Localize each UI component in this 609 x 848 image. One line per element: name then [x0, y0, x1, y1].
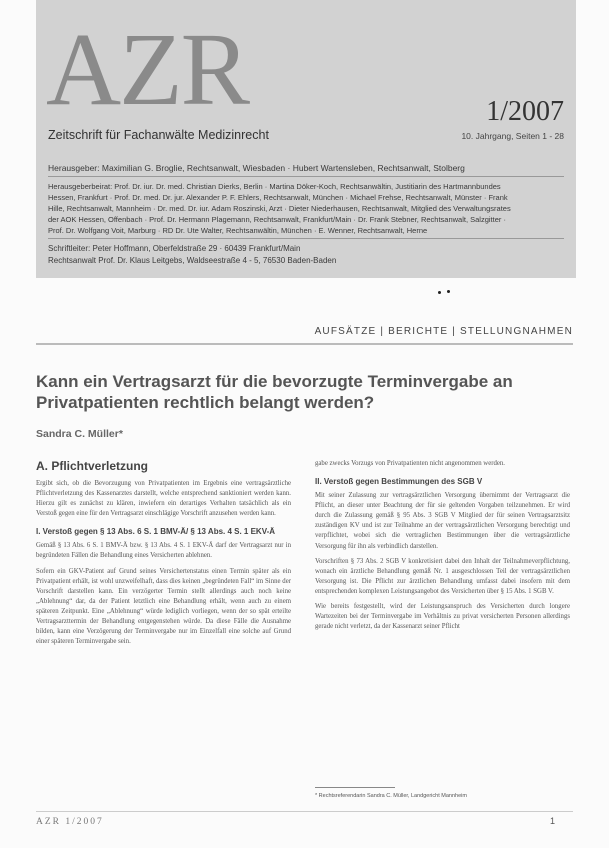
header-divider [48, 238, 564, 239]
editors-line: Herausgeber: Maximilian G. Broglie, Rechtsanwalt, Wiesbaden · Hubert Wartensleben, Rechtsanwalt, Stolberg [48, 163, 465, 173]
editor-line: Schriftleiter: Peter Hoffmann, Oberfeldstraße 29 · 60439 Frankfurt/Main [48, 244, 301, 253]
footer-journal: AZR 1/2007 [36, 817, 104, 827]
article-author: Sandra C. Müller* [36, 428, 123, 440]
board-line: der AOK Hessen, Offenbach · Prof. Dr. Hermann Plagemann, Rechtsanwalt, Frankfurt/Main · Dr. Frank Stebner, Rechtsanwalt, Salzgitter · [48, 215, 506, 224]
right-column [315, 459, 570, 637]
paragraph: Sofern ein GKV-Patient auf Grund seines Versichertenstatus einen Termin später als ein Privatpatient erhält, ist wohl unzweifelhaft, dass dies keinen „begründeten Fall“ im Sinne der Vorschrift darstellen kann. Ein verzögerter Termin stellt allerdings auch noch keine „Ablehnung“ dar, da der Patient letztlich eine Behandlung erhält, wenn auch zu einem späteren Zeitpunkt. Eine „Ablehnung“ würde lediglich vorliegen, wenn der so spät erteilte Vertragsarzttermin der Behandlung entgegenstehen würde. Da diese Fälle die Ausnahme bilden, kann eine Verzögerung der Terminvergabe nur im Einzelfall eine solche auf Grund einer späteren Terminvergabe sein. [36, 567, 291, 646]
issue-number: 1/2007 [486, 96, 564, 127]
subsection-heading: II. Verstoß gegen Bestimmungen des SGB V [315, 477, 483, 487]
journal-header [36, 0, 576, 278]
section-labels: AUFSÄTZE | BERICHTE | STELLUNGNAHMEN [314, 326, 573, 337]
subsection-heading: I. Verstoß gegen § 13 Abs. 6 S. 1 BMV-Ä/ § 13 Abs. 4 S. 1 EKV-Ä [36, 527, 276, 537]
paragraph: Vorschriften § 73 Abs. 2 SGB V konkretisiert dabei den Inhalt der Teilnahmeverpflichtung, wonach ein ärztliche Behandlung gemäß Nr. 1 ausgeschlossen Teil der vertragsärztlichen Versorgung ist. Die Pflicht zur ärztlichen Behandlung umfasst dabei insofern mit dem entsprechenden komplexen Leistungsangebot des Versicherten über § 15 Abs. 1 SGB V. [315, 557, 570, 595]
board-line: Prof. Dr. Wolfgang Voit, Marburg · RD Dr. Ute Walter, Rechtsanwältin, München · E. Wenner, Rechtsanwalt, Herne [48, 226, 428, 235]
board-line: Herausgeberbeirat: Prof. Dr. iur. Dr. med. Christian Dierks, Berlin · Martina Döker-Koch, Rechtsanwältin, Justitiarin des Hartmannbundes [48, 182, 501, 191]
section-heading: A. Pflichtverletzung [36, 459, 149, 473]
section-divider [36, 343, 573, 345]
paragraph: Gemäß § 13 Abs. 6 S. 1 BMV-Ä bzw. § 13 Abs. 4 S. 1 EKV-Ä darf der Vertragsarzt nur in begründeten Fällen die Behandlung eines Versicherten ablehnen. [36, 542, 291, 560]
volume-info: 10. Jahrgang, Seiten 1 - 28 [461, 131, 564, 141]
scan-speck [447, 290, 450, 293]
footnote: * Rechtsreferendarin Sandra C. Müller, Landgericht Mannheim [315, 793, 467, 799]
board-line: Hille, Rechtsanwalt, Mannheim · Dr. med. Dr. iur. Adam Roszinski, Arzt · Dieter Niederhausen, Rechtsanwalt, Mitglied des Verwaltungsrates [48, 204, 511, 213]
paragraph: Wie bereits festgestellt, wird der Leistungsanspruch des Versicherten durch longere Wartezeiten bei der Terminvergabe im Verhältnis zu privat versicherten Personen allerdings gerade nicht verletzt, da der Kassenarzt seiner Pflicht [315, 603, 570, 631]
scan-speck [438, 291, 441, 294]
board-line: Hessen, Frankfurt · Prof. Dr. med. Dr. jur. Alexander P. F. Ehlers, Rechtsanwalt, München · Michael Frehse, Rechtsanwalt, Münster · Frank [48, 193, 508, 202]
article-title: Kann ein Vertragsarzt für die bevorzugte Terminvergabe an Privatpatienten rechtlich belangt werden? [36, 372, 513, 412]
paragraph: gabe zwecks Vorzugs von Privatpatienten nicht angenommen werden. [315, 460, 506, 467]
footer-divider [36, 811, 573, 812]
journal-subtitle: Zeitschrift für Fachanwälte Medizinrecht [48, 128, 269, 142]
header-divider [48, 176, 564, 177]
left-column [36, 459, 291, 652]
page-number: 1 [550, 816, 556, 826]
paragraph: Ergibt sich, ob die Bevorzugung von Privatpatienten im Ergebnis eine vertragsärztliche Pflichtverletzung des Kassenarztes darstellt, welche entsprechend sanktioniert werden kann. Hierzu gilt es zunächst zu klären, inwiefern ein derartiges Verhalten tatsächlich als ein Verstoß gegen eine für den Vertragsarzt einschlägige Vorschrift anzusehen werden kann. [36, 480, 291, 518]
editor-line: Rechtsanwalt Prof. Dr. Klaus Leitgebs, Waldseestraße 4 - 5, 76530 Baden-Baden [48, 256, 337, 265]
footnote-divider [315, 787, 395, 788]
journal-logo: AZR [46, 12, 248, 127]
paragraph: Mit seiner Zulassung zur vertragsärztlichen Versorgung übernimmt der Vertragsarzt die Pflicht, an dieser unter Beachtung der für sie geltenden Vorgaben teilzunehmen. Er wird durch die Zulassung gemäß § 95 Abs. 3 SGB V Mitglied der für seinen Vertragsarztsitz zuständigen KV und ist zur Teilnahme an der vertragsärztlichen Versorgung berechtigt und verpflichtet, wobei sich die vertraglichen Bestimmungen über die vertragsärztliche Versorgung für ihn als verbindlich darstellen. [315, 492, 570, 550]
